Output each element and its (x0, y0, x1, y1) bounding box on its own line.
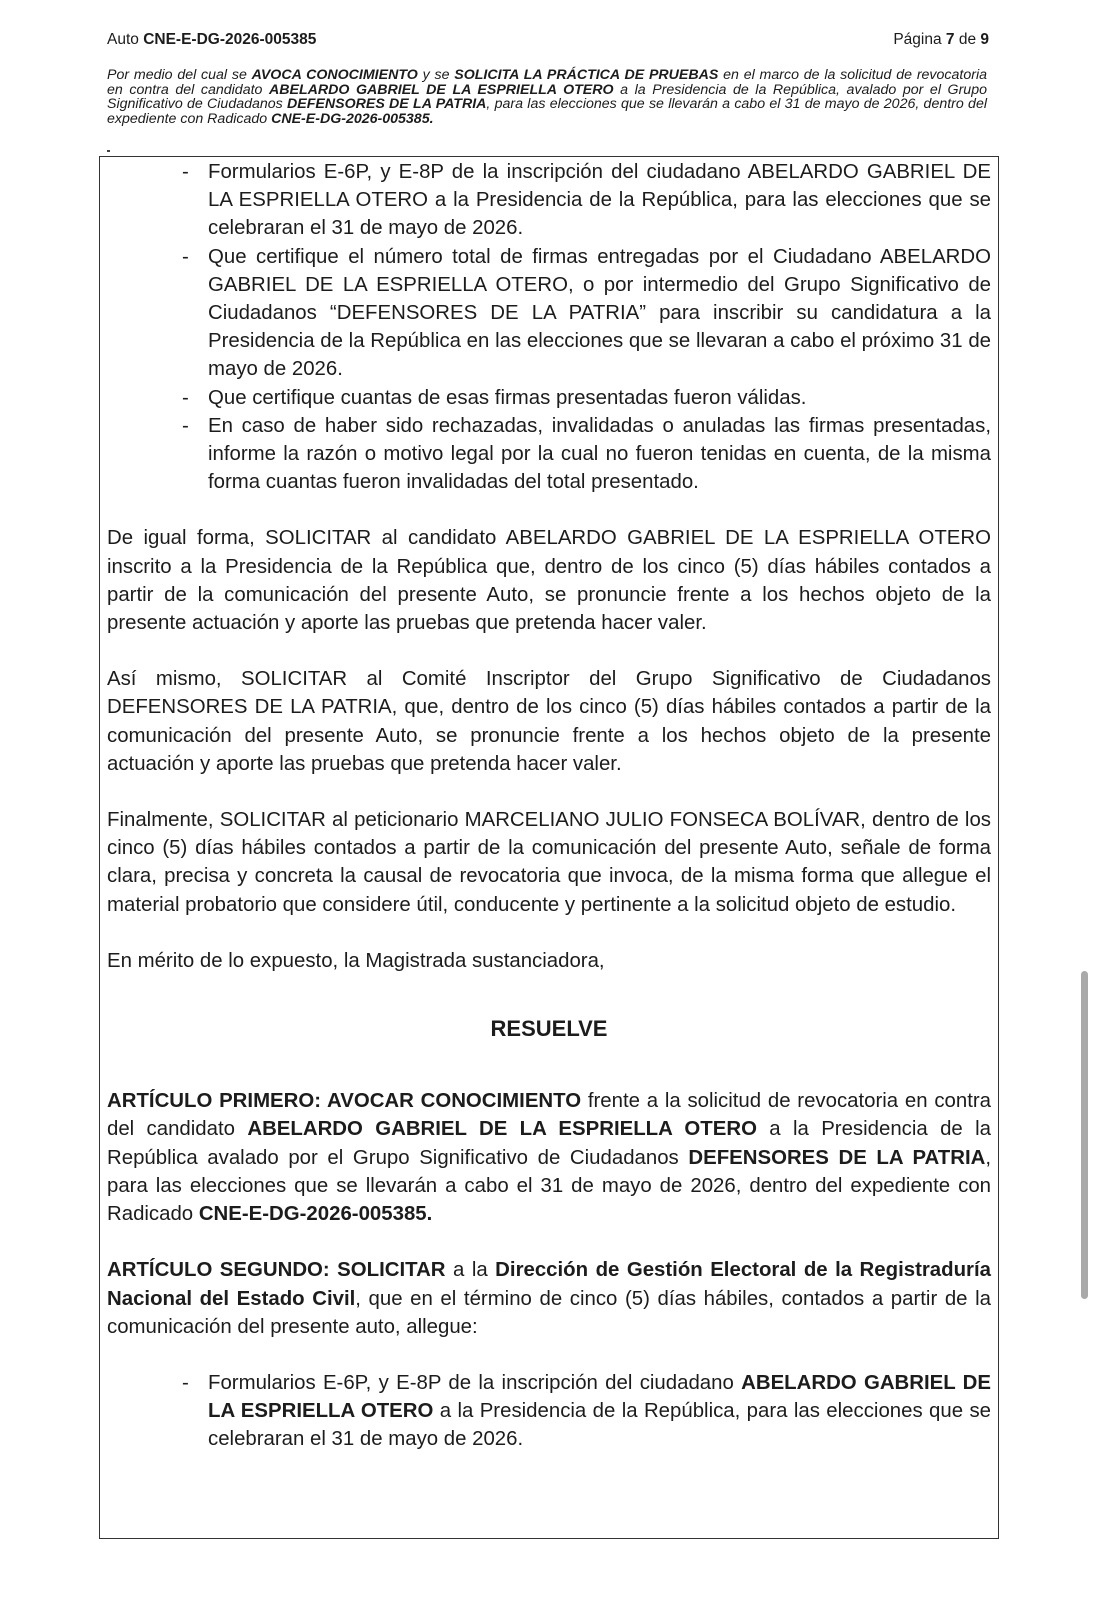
auto-number (107, 31, 316, 49)
page-number (893, 31, 989, 49)
article-bold: ABELARDO GABRIEL DE LA ESPRIELLA OTERO (247, 1118, 757, 1141)
list-item-text: En caso de haber sido rechazadas, invalidadas o anuladas las firmas presentadas, informe la razón o motivo legal por la cual no fueron tenidas en cuenta, de la misma forma cuantas fueron invalidadas del total presentado. (208, 414, 991, 494)
page-of: de (954, 31, 981, 48)
list-item (107, 158, 991, 243)
page-total: 9 (980, 31, 989, 48)
paragraph-petitioner: Finalmente, SOLICITAR al peticionario MARCELIANO JULIO FONSECA BOLÍVAR, dentro de los cinco (5) días hábiles contados a partir de la comunicación del presente Auto, señale de forma clara, precisa y concreta la causal de revocatoria que invoca, de la misma forma que allegue el material probatorio que considere útil, conducente y pertinente a la solicitud objeto de estudio. (107, 809, 991, 916)
subject-text: , para las elecciones que se llevarán a cabo el 31 de mayo de 2026, dentro del expediente con Radicado (107, 96, 987, 127)
resolve-title: RESUELVE (490, 1016, 608, 1042)
article-text: frente a la solicitud de revocatoria en contra del candidato (107, 1090, 991, 1141)
dash-bullet: - (182, 386, 189, 409)
dash-bullet: - (182, 414, 189, 437)
paragraph-candidate: De igual forma, SOLICITAR al candidato ABELARDO GABRIEL DE LA ESPRIELLA OTERO inscrito a la Presidencia de la República que, dentro de los cinco (5) días hábiles contados a partir de la comunicación del presente Auto, se pronuncie frente a los hechos objeto de la presente actuación y aporte las pruebas que pretenda hacer valer. (107, 527, 991, 635)
article-second-heading: ARTÍCULO SEGUNDO: SOLICITAR (107, 1259, 446, 1282)
list-item-text: Formularios E-6P, y E-8P de la inscripción del ciudadano (208, 1371, 742, 1394)
paragraph-committee: Así mismo, SOLICITAR al Comité Inscriptor del Grupo Significativo de Ciudadanos DEFENSORES DE LA PATRIA, que, dentro de los cinco (5) días hábiles contados a partir de la comunicación del presente Auto, se pronuncie frente a los hechos objeto de la presente actuación y aporte las pruebas que pretenda hacer valer. (107, 668, 991, 775)
auto-prefix: Auto (107, 31, 144, 48)
subject-bold: SOLICITA LA PRÁCTICA DE PRUEBAS (454, 67, 719, 83)
vertical-scrollbar[interactable] (1081, 971, 1088, 1299)
list-item-text: Que certifique el número total de firmas entregadas por el Ciudadano ABELARDO GABRIEL DE LA ESPRIELLA OTERO, o por intermedio del Grupo Significativo de Ciudadanos “DEFENSORES DE LA PATRIA” para inscribir su candidatura a la Presidencia de la República en las elecciones que se llevaran a cabo el próximo 31 de mayo de 2026. (208, 245, 991, 381)
list-item-text: a la Presidencia de la República, para las elecciones que se celebraran el 31 de mayo de 2026. (208, 1400, 991, 1451)
list-item (107, 412, 991, 497)
article-bold: DEFENSORES DE LA PATRIA (688, 1146, 986, 1169)
subject-bold: DEFENSORES DE LA PATRIA (287, 96, 487, 113)
list-item (107, 384, 991, 412)
list-item (107, 1369, 991, 1454)
dash-bullet: - (182, 245, 189, 268)
subject-text: Por medio del cual se (107, 67, 252, 83)
article-first (107, 1087, 991, 1228)
dash-bullet: - (182, 161, 189, 183)
requested-forms-list (107, 1369, 991, 1454)
subject-text: y se (417, 67, 455, 83)
page-prefix: Página (893, 31, 946, 48)
subject-bold: CNE-E-DG-2026-005385. (271, 110, 434, 127)
requested-documents-list (107, 158, 991, 496)
article-bold: Dirección de Gestión Electoral de la Registraduría Nacional del Estado Civil (107, 1259, 991, 1310)
subject-text: en el marco de la solicitud de revocatoria en contra del candidato (107, 67, 987, 98)
article-bold: CNE-E-DG-2026-005385. (198, 1203, 433, 1226)
subject-bold: AVOCA CONOCIMIENTO (251, 67, 418, 83)
document-subject (107, 68, 987, 126)
subject-text: a la Presidencia de la República, avalado por el Grupo Significativo de Ciudadanos (107, 81, 987, 113)
margin-mark (107, 150, 110, 152)
article-text: a la Presidencia de la República avalado por el Grupo Significativo de Ciudadanos (107, 1118, 991, 1169)
article-second (107, 1256, 991, 1341)
list-item-bold: ABELARDO GABRIEL DE LA ESPRIELLA OTERO (208, 1371, 991, 1423)
auto-number-value: CNE-E-DG-2026-005385 (143, 31, 317, 48)
article-text: , para las elecciones que se llevarán a cabo el 31 de mayo de 2026, dentro del expediente con Radicado (107, 1146, 992, 1226)
list-item-text: Formularios E-6P, y E-8P de la inscripción del ciudadano ABELARDO GABRIEL DE LA ESPRIELLA OTERO a la Presidencia de la República, para las elecciones que se celebraran el 31 de mayo de 2026. (208, 161, 991, 240)
document-body (107, 158, 991, 1454)
page-current: 7 (945, 31, 955, 48)
article-first-heading: ARTÍCULO PRIMERO: AVOCAR CONOCIMIENTO (107, 1090, 582, 1113)
paragraph-merit: En mérito de lo expuesto, la Magistrada sustanciadora, (107, 949, 605, 972)
list-item (107, 243, 991, 384)
subject-bold: ABELARDO GABRIEL DE LA ESPRIELLA OTERO (269, 81, 614, 98)
article-text: a la (445, 1259, 496, 1282)
page-header (107, 31, 989, 53)
dash-bullet: - (182, 1371, 189, 1394)
article-text: , que en el término de cinco (5) días hábiles, contados a partir de la comunicación del presente auto, allegue: (107, 1287, 991, 1338)
list-item-text: Que certifique cuantas de esas firmas presentadas fueron válidas. (208, 386, 807, 409)
